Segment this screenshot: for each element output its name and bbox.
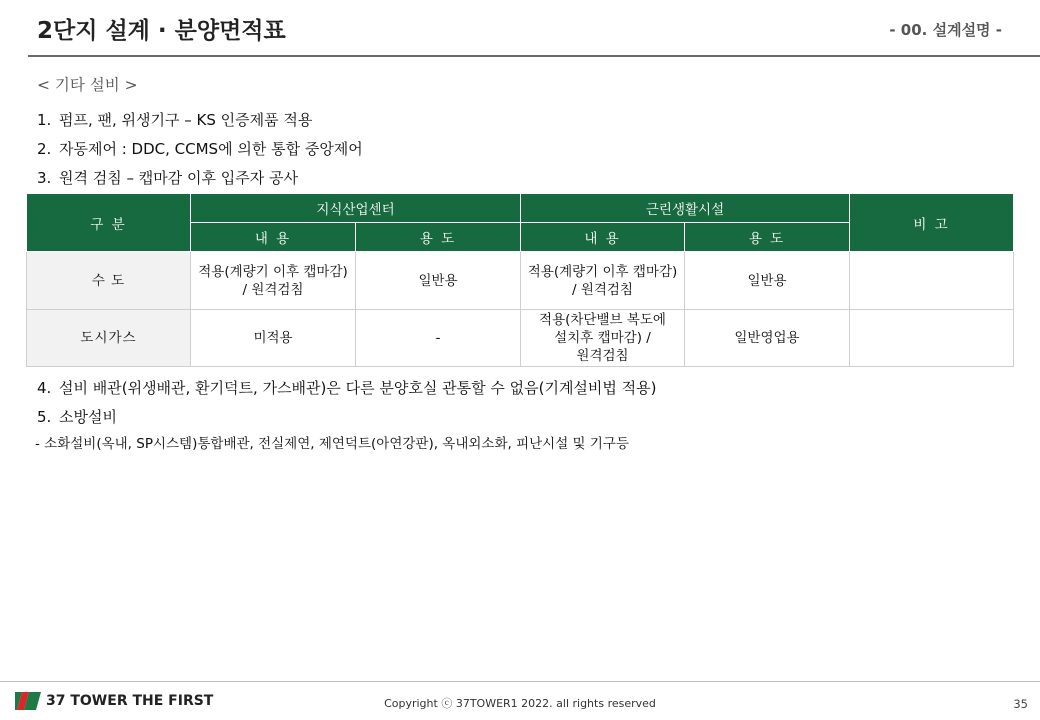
remarks-cell xyxy=(850,252,1014,310)
header-divider xyxy=(28,55,1040,57)
knowledge-usage-cell: 일반용 xyxy=(356,252,521,310)
cell-line: / 원격검침 xyxy=(242,281,304,298)
subheading: < 기타 설비 > xyxy=(37,76,138,94)
fire-equipment-note: - 소화설비(옥내, SP시스템)통합배관, 전실제연, 제연덕트(아연강판), 옥내외소화, 피난시설 및 기구등 xyxy=(35,436,629,452)
list-item xyxy=(37,135,997,164)
list-item-number: 5. xyxy=(37,408,52,426)
cell-line: 원격검침 xyxy=(576,348,629,364)
header-remarks: 비 고 xyxy=(850,194,1014,252)
list-item-text: 소방설비 xyxy=(59,408,117,426)
retail-content-cell xyxy=(521,252,685,310)
subheader-content: 내 용 xyxy=(521,223,685,252)
list-item-number: 1. xyxy=(37,111,52,129)
knowledge-content-cell: 미적용 xyxy=(191,310,356,367)
list-item-text: 원격 검침 – 캡마감 이후 입주자 공사 xyxy=(59,169,298,187)
page-title: 2단지 설계 · 분양면적표 xyxy=(37,18,286,44)
equipment-list-top xyxy=(37,106,997,193)
footer-divider xyxy=(0,681,1040,682)
cell-line: 적용(차단밸브 복도에 xyxy=(539,312,666,328)
page-number: 35 xyxy=(1013,697,1028,711)
cell-line: 적용(계량기 이후 캡마감) xyxy=(527,263,678,280)
list-item-number: 2. xyxy=(37,140,52,158)
cell-line: / 원격검침 xyxy=(571,281,633,298)
list-item xyxy=(37,374,997,403)
list-item xyxy=(37,106,997,135)
retail-usage-cell: 일반용 xyxy=(685,252,850,310)
subheader-content: 내 용 xyxy=(191,223,356,252)
list-item xyxy=(37,164,997,193)
equipment-list-bottom xyxy=(37,374,997,432)
facility-table xyxy=(26,193,1014,367)
header-knowledge-center: 지식산업센터 xyxy=(191,194,521,223)
copyright-text: Copyright ⓒ 37TOWER1 2022. all rights reserved xyxy=(384,697,656,710)
knowledge-usage-cell: - xyxy=(356,310,521,367)
table-row xyxy=(27,252,1014,310)
brand-name: 37 TOWER THE FIRST xyxy=(46,693,214,709)
knowledge-content-cell xyxy=(191,252,356,310)
retail-usage-cell: 일반영업용 xyxy=(685,310,850,367)
list-item-text: 설비 배관(위생배관, 환기덕트, 가스배관)은 다른 분양호실 관통할 수 없음(기계설비법 적용) xyxy=(59,379,657,397)
list-item-number: 3. xyxy=(37,169,52,187)
section-label: - 00. 설계설명 - xyxy=(889,21,1002,39)
list-item xyxy=(37,403,997,432)
header-category: 구 분 xyxy=(27,194,191,252)
list-item-text: 자동제어 : DDC, CCMS에 의한 통합 중앙제어 xyxy=(59,140,363,158)
subheader-usage: 용 도 xyxy=(685,223,850,252)
remarks-cell xyxy=(850,310,1014,367)
list-item-number: 4. xyxy=(37,379,52,397)
list-item-text: 펌프, 팬, 위생기구 – KS 인증제품 적용 xyxy=(59,111,313,129)
header-retail-facility: 근린생활시설 xyxy=(521,194,850,223)
retail-content-cell xyxy=(521,310,685,367)
table-header-row xyxy=(27,194,1014,223)
subheader-usage: 용 도 xyxy=(356,223,521,252)
table-row xyxy=(27,310,1014,367)
cell-line: 적용(계량기 이후 캡마감) xyxy=(198,263,348,280)
row-label: 도시가스 xyxy=(27,310,191,367)
cell-line: 설치후 캡마감) / xyxy=(554,330,651,346)
row-label: 수 도 xyxy=(27,252,191,310)
